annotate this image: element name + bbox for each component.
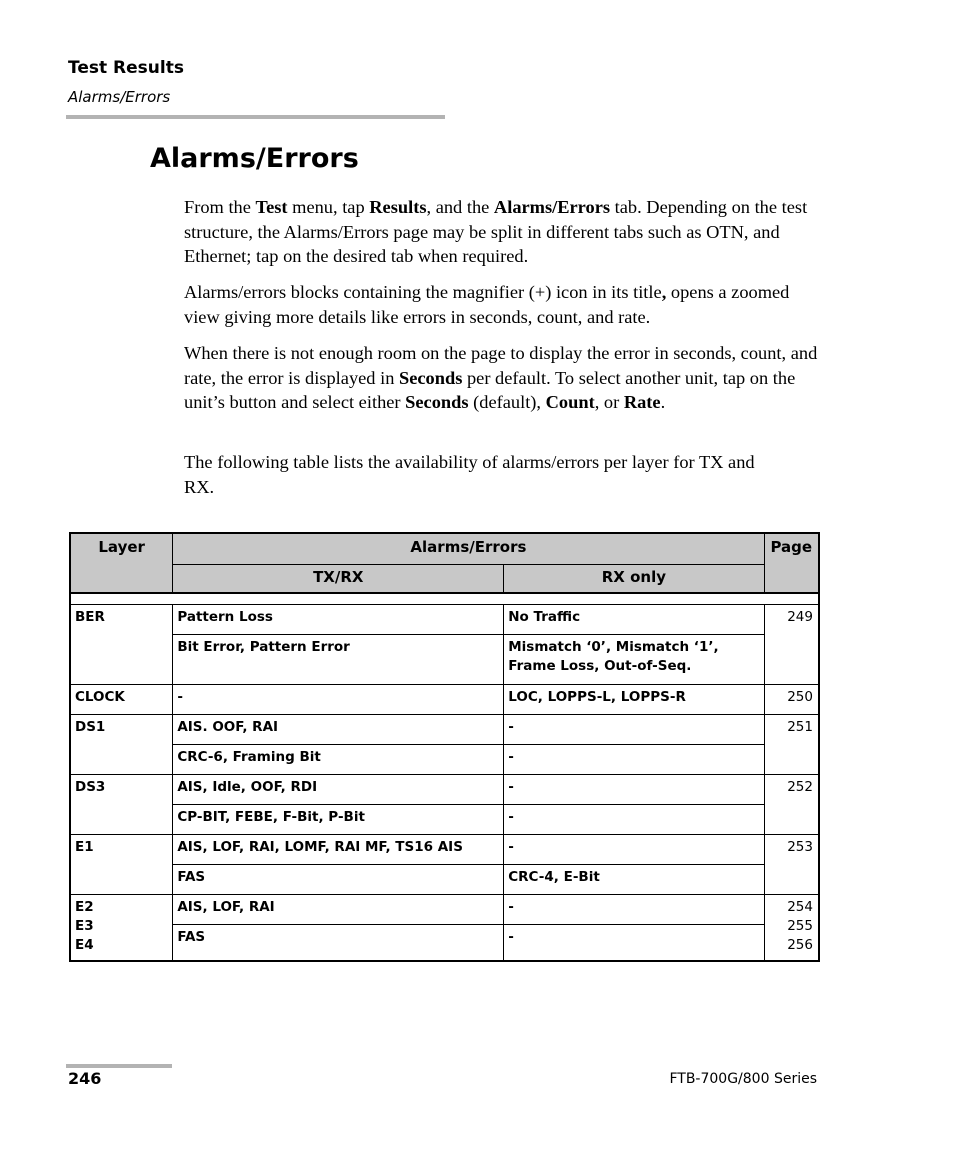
text-run: Alarms/errors blocks containing the magnifier (+) icon in its title [184, 282, 662, 302]
table-row [70, 635, 819, 685]
rx-only-cell: - [504, 835, 764, 865]
text-run: (default), [468, 392, 546, 412]
rx-only-cell: No Traffic [504, 605, 764, 635]
layer-cell: DS1 [70, 715, 173, 775]
page-cell: 250 [764, 685, 819, 715]
text-run: , or [594, 392, 624, 412]
layer-cell: CLOCK [70, 685, 173, 715]
layer-cell: E1 [70, 835, 173, 895]
bold-term: Seconds [405, 392, 469, 412]
layer-cell: BER [70, 605, 173, 685]
page-cell: 252 [764, 775, 819, 835]
bold-term: Seconds [399, 367, 463, 388]
bold-term: Rate [623, 392, 661, 412]
txrx-cell: AIS, Idle, OOF, RDI [173, 775, 504, 805]
layer-cell: DS3 [70, 775, 173, 835]
table-row [70, 775, 819, 805]
txrx-cell: FAS [173, 925, 504, 961]
header-separator [70, 593, 819, 605]
txrx-cell: AIS, LOF, RAI [173, 895, 504, 925]
page-cell: 253 [764, 835, 819, 895]
text-run: . [660, 392, 666, 412]
rx-only-cell: - [504, 715, 764, 745]
product-series: FTB-700G/800 Series [669, 1071, 817, 1087]
page-number: 246 [68, 1069, 102, 1088]
rx-only-cell: - [504, 775, 764, 805]
bold-term: Test [255, 197, 288, 217]
header-txrx: TX/RX [173, 564, 504, 593]
header-divider [66, 115, 445, 119]
txrx-cell: Pattern Loss [173, 605, 504, 635]
paragraph-intro [184, 195, 820, 269]
text-run: menu, tap [287, 197, 370, 217]
running-header-section: Test Results [68, 58, 184, 78]
alarms-errors-table [69, 532, 820, 962]
bold-term: Count [545, 392, 595, 412]
rx-only-cell: - [504, 925, 764, 961]
text-run: opens a zoomed view giving more details like errors in seconds, count, and rate. [184, 282, 790, 327]
header-rx-only: RX only [504, 564, 764, 593]
page-cell: 249 [764, 605, 819, 685]
txrx-cell: - [173, 685, 504, 715]
table-row [70, 745, 819, 775]
rx-only-cell: - [504, 745, 764, 775]
page-title: Alarms/Errors [150, 143, 359, 174]
table-row [70, 685, 819, 715]
paragraph-magnifier [184, 280, 820, 329]
text-run: From the [184, 197, 256, 217]
layer-cell: E2 E3 E4 [70, 895, 173, 961]
rx-only-cell: Mismatch ‘0’, Mismatch ‘1’, Frame Loss, Out-of-Seq. [504, 635, 764, 685]
text-run: When there is not enough room on the page to display the error in seconds, count, and rate, the error is displayed in [184, 343, 818, 388]
paragraph-table-intro [184, 450, 774, 499]
table-row [70, 835, 819, 865]
table-row [70, 805, 819, 835]
running-header-subsection: Alarms/Errors [68, 88, 171, 106]
paragraph-units [184, 341, 820, 415]
table-row [70, 605, 819, 635]
rx-only-cell: - [504, 805, 764, 835]
page-cell: 254 255 256 [764, 895, 819, 961]
rx-only-cell: LOC, LOPPS-L, LOPPS-R [504, 685, 764, 715]
header-alarms-errors: Alarms/Errors [173, 533, 764, 564]
txrx-cell: AIS, LOF, RAI, LOMF, RAI MF, TS16 AIS [173, 835, 504, 865]
text-run: tab. Depending on the test structure, the Alarms/Errors page may be split in different tabs such as OTN, and Ethernet; tap on the desired tab when required. [184, 197, 808, 266]
text-run: The following table lists the availability of alarms/errors per layer for TX and RX. [184, 452, 755, 497]
table-row [70, 715, 819, 745]
bold-term: Alarms/Errors [493, 197, 611, 217]
bold-term: Results [369, 197, 427, 217]
table-row [70, 925, 819, 961]
txrx-cell: Bit Error, Pattern Error [173, 635, 504, 685]
txrx-cell: FAS [173, 865, 504, 895]
txrx-cell: CRC-6, Framing Bit [173, 745, 504, 775]
text-run: , and the [426, 197, 494, 217]
txrx-cell: AIS. OOF, RAI [173, 715, 504, 745]
page-cell: 251 [764, 715, 819, 775]
text-run: per default. To select another unit, tap on the unit’s button and select either [184, 367, 796, 412]
footer-divider [66, 1064, 172, 1068]
header-page: Page [764, 533, 819, 593]
bold-term: , [661, 282, 667, 302]
table-row [70, 865, 819, 895]
rx-only-cell: - [504, 895, 764, 925]
table-row [70, 895, 819, 925]
header-layer: Layer [70, 533, 173, 593]
txrx-cell: CP-BIT, FEBE, F-Bit, P-Bit [173, 805, 504, 835]
rx-only-cell: CRC-4, E-Bit [504, 865, 764, 895]
